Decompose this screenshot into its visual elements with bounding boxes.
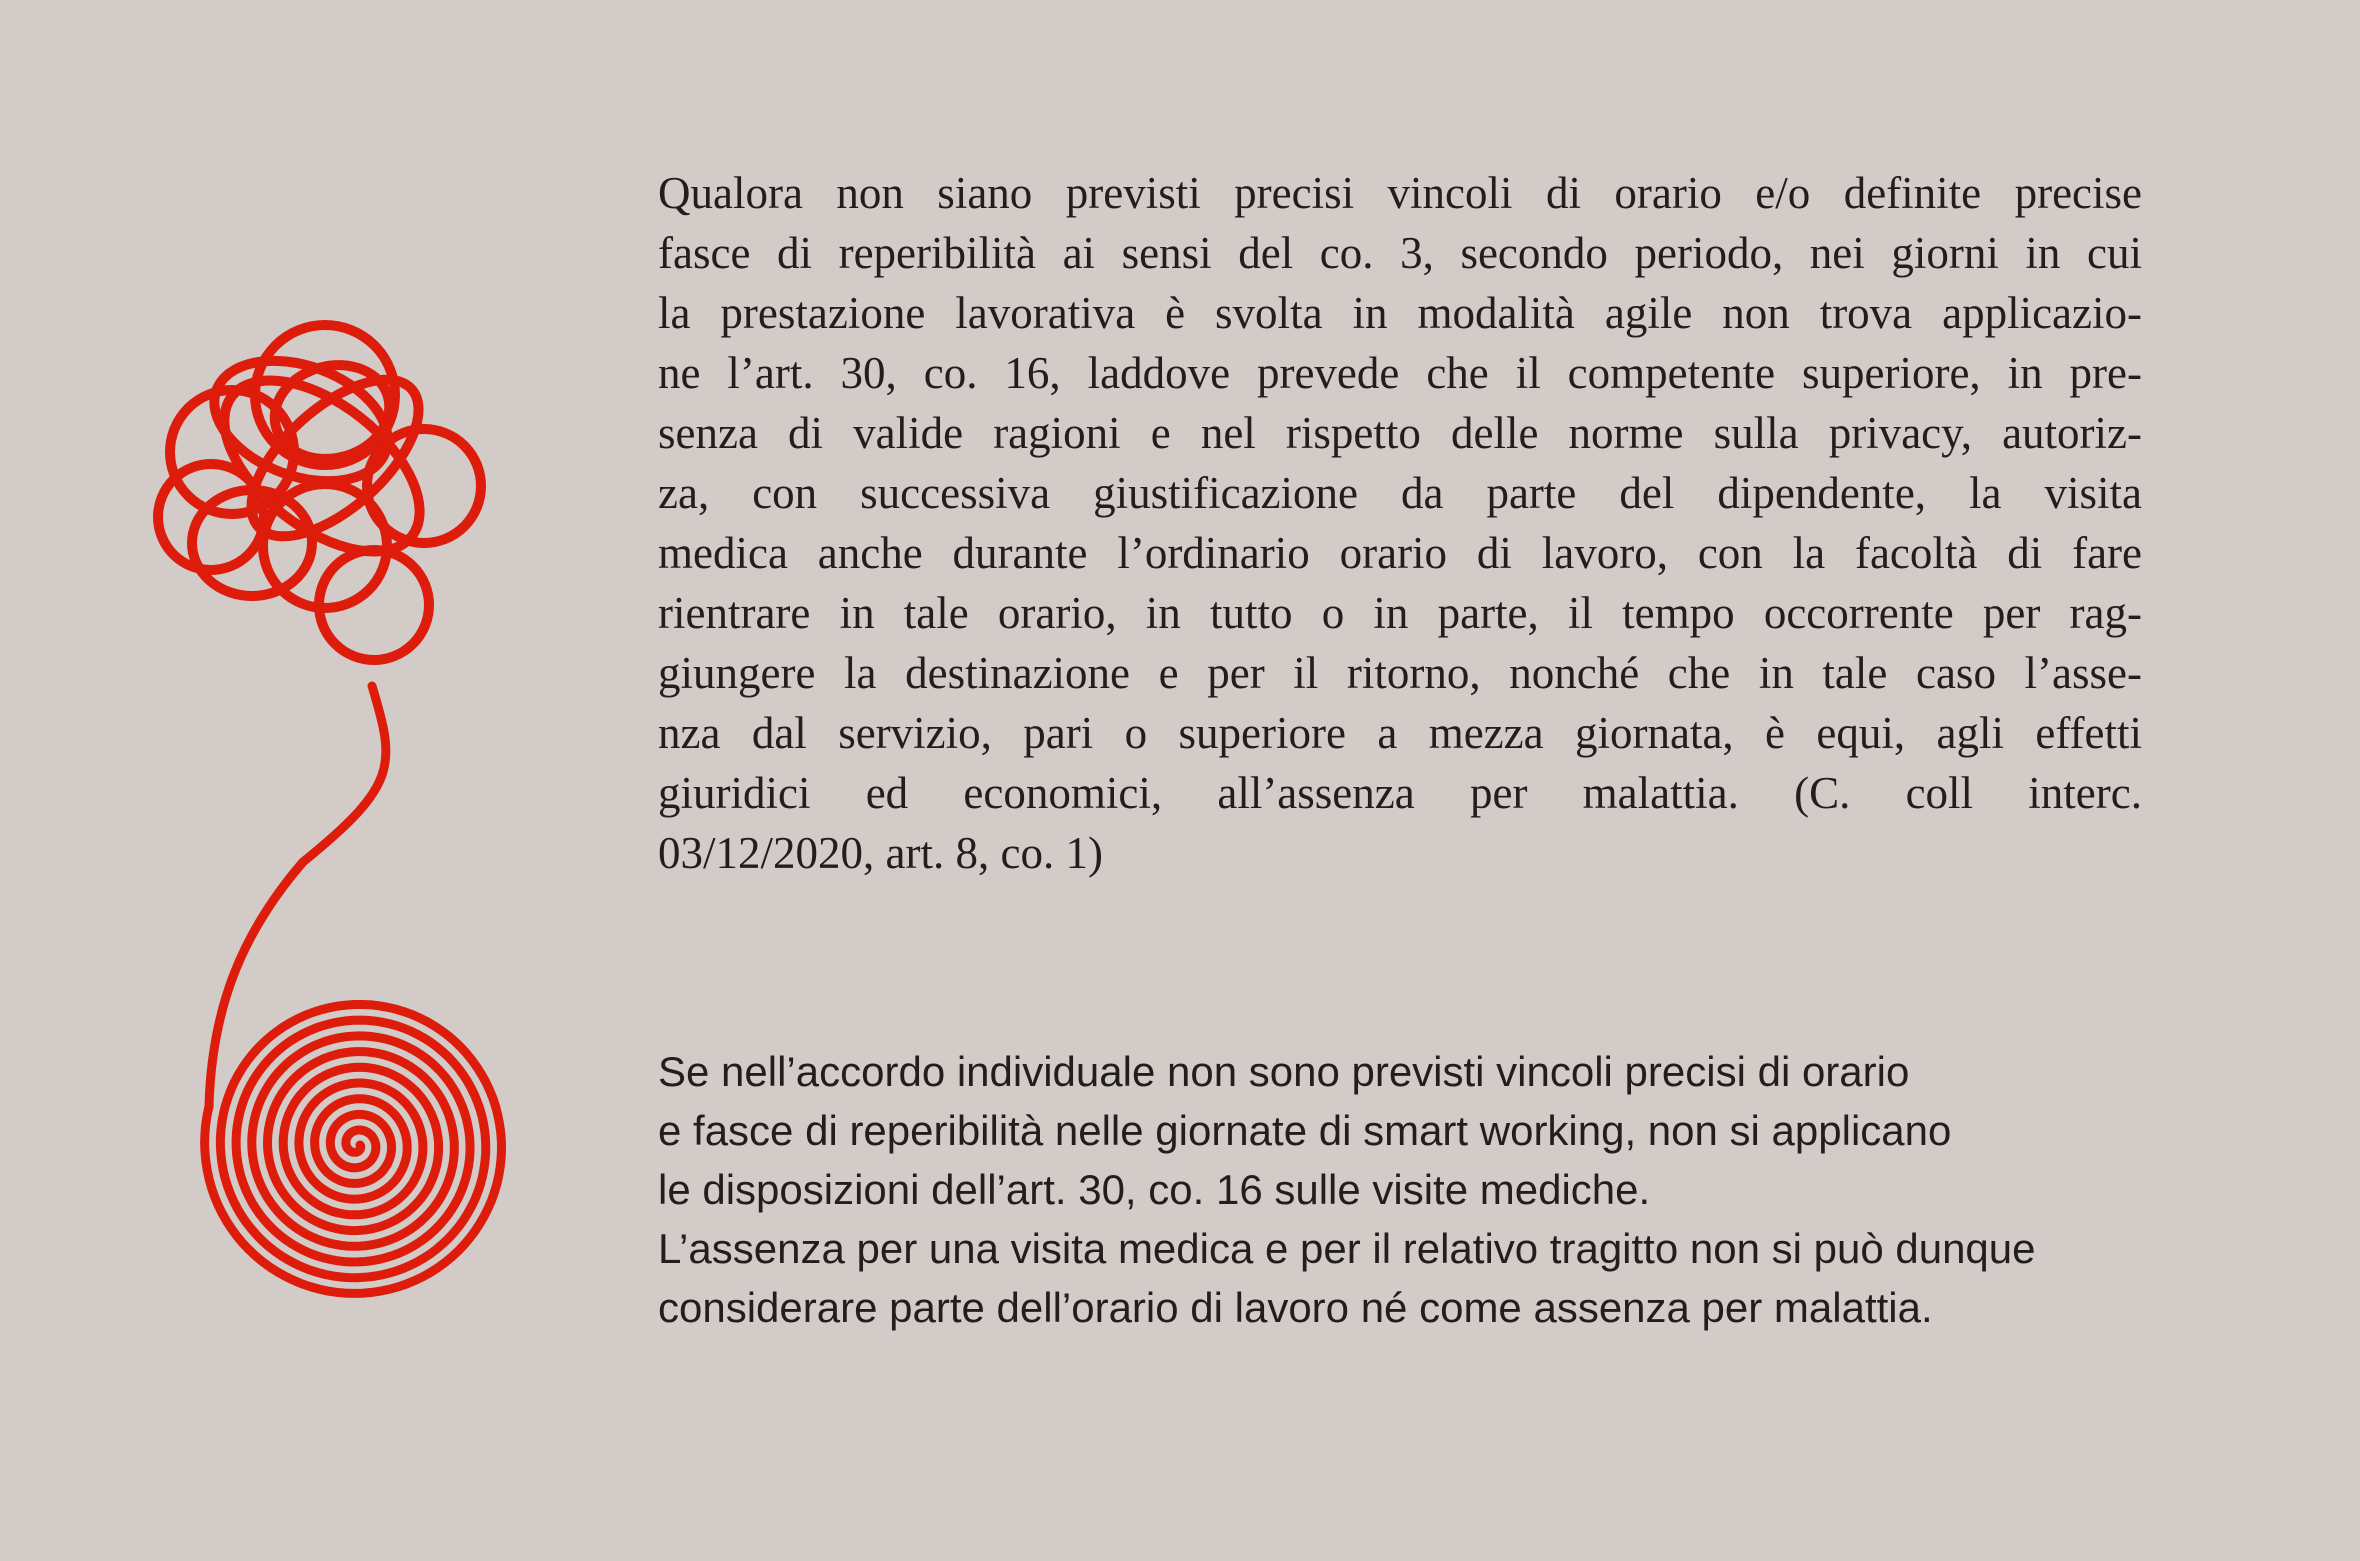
text-line: medica anche durante l’ordinario orario di lavoro, con la facoltà di fare <box>658 528 2142 578</box>
text-line: e fasce di reperibilità nelle giornate di smart working, non si applicano <box>658 1107 1952 1154</box>
text-line: giuridici ed economici, all’assenza per malattia. (C. coll interc. <box>658 768 2142 818</box>
text-line: la prestazione lavorativa è svolta in modalità agile non trova applicazio- <box>658 288 2142 338</box>
text-line: rientrare in tale orario, in tutto o in parte, il tempo occorrente per rag- <box>658 588 2142 638</box>
legal-paragraph <box>658 163 2142 883</box>
spiral-icon <box>205 1005 502 1294</box>
tangle-scribble-icon <box>158 325 481 660</box>
text-line: nza dal servizio, pari o superiore a mezza giornata, è equi, agli effetti <box>658 708 2142 758</box>
text-line: L’assenza per una visita medica e per il relativo tragitto non si può dunque <box>658 1225 2036 1272</box>
text-line: giungere la destinazione e per il ritorno, nonché che in tale caso l’asse- <box>658 648 2142 698</box>
text-line: za, con successiva giustificazione da parte del dipendente, la visita <box>658 468 2142 518</box>
text-line: Se nell’accordo individuale non sono previsti vincoli precisi di orario <box>658 1048 1910 1095</box>
text-line: Qualora non siano previsti precisi vincoli di orario e/o definite precise <box>658 168 2142 218</box>
text-line: fasce di reperibilità ai sensi del co. 3, secondo periodo, nei giorni in cui <box>658 228 2142 278</box>
thread-curve <box>209 686 386 1105</box>
summary-paragraph <box>658 1042 2158 1337</box>
text-line: considerare parte dell’orario di lavoro né come assenza per malattia. <box>658 1284 1933 1331</box>
text-line: 03/12/2020, art. 8, co. 1) <box>658 828 1103 878</box>
text-line: senza di valide ragioni e nel rispetto delle norme sulla privacy, autoriz- <box>658 408 2142 458</box>
text-line: ne l’art. 30, co. 16, laddove prevede che il competente superiore, in pre- <box>658 348 2142 398</box>
text-line: le disposizioni dell’art. 30, co. 16 sulle visite mediche. <box>658 1166 1651 1213</box>
